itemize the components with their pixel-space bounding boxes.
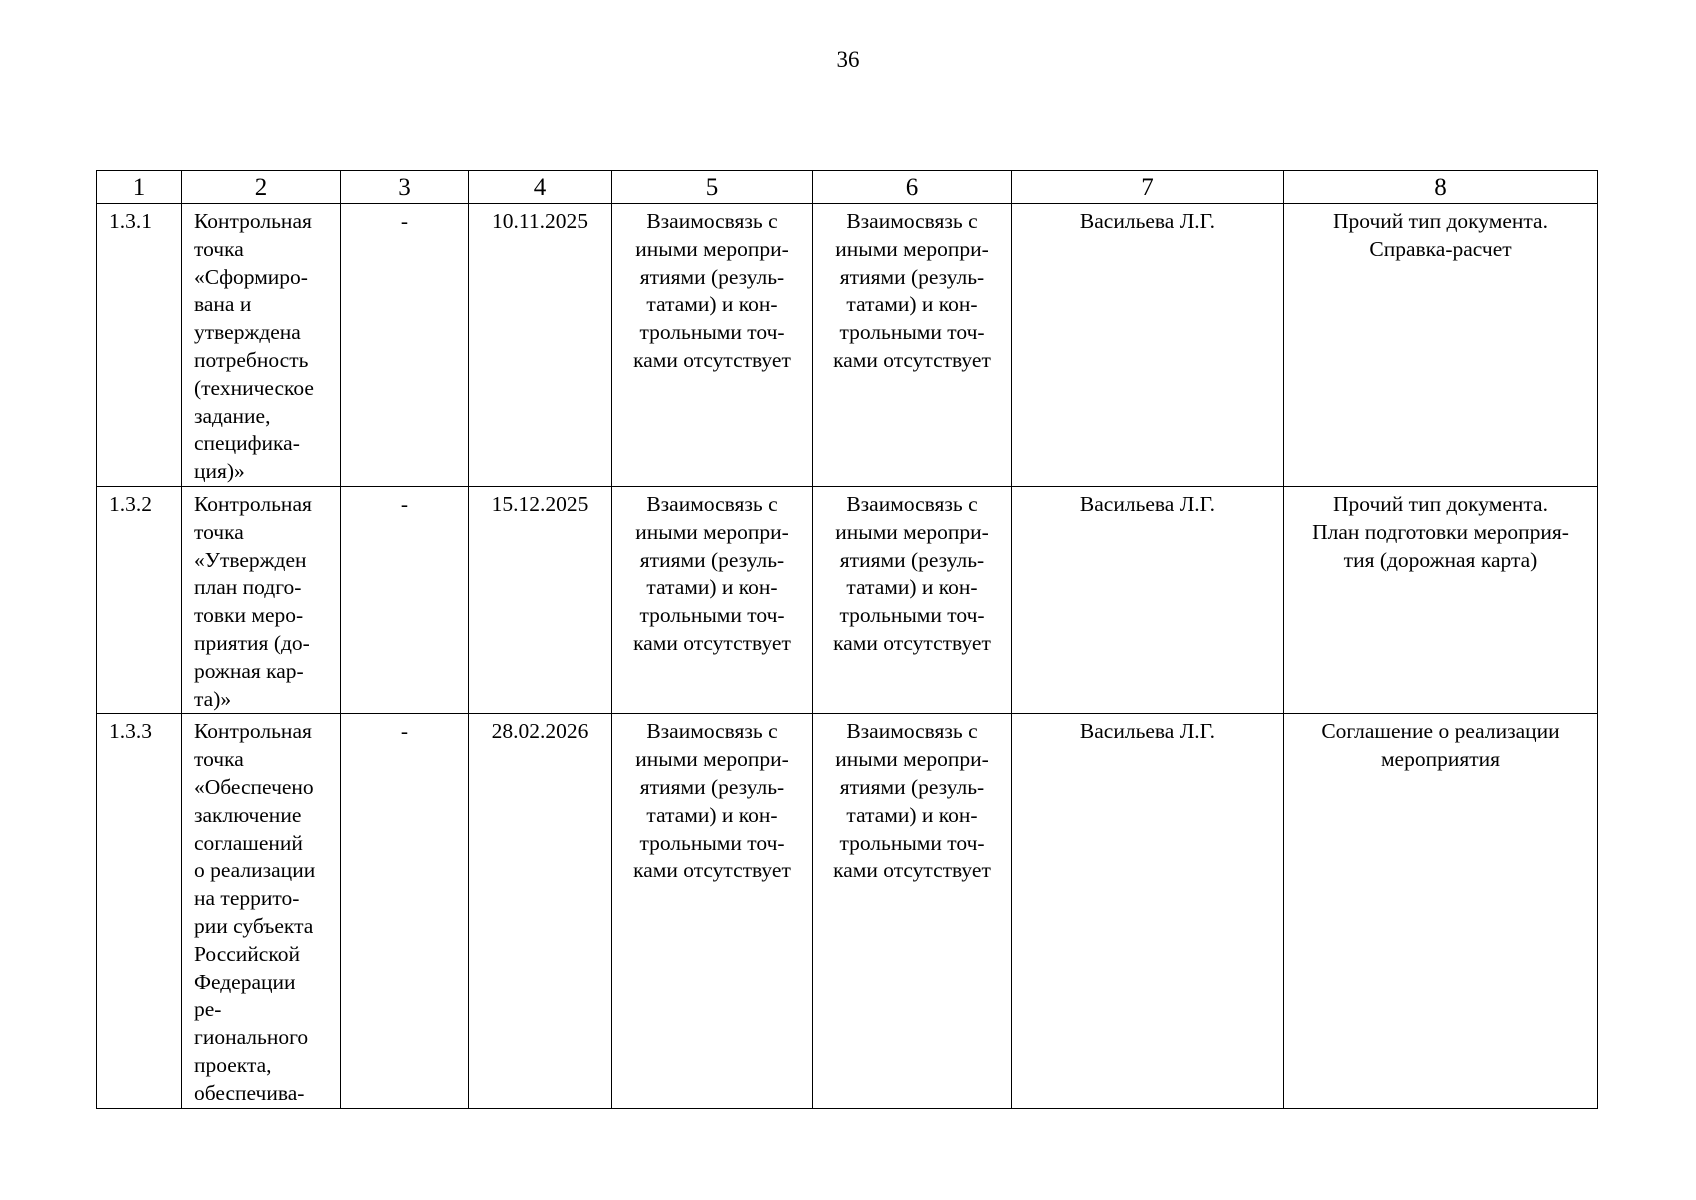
document-type: Соглашение о реализации мероприятия <box>1284 714 1598 1108</box>
column-header-8: 8 <box>1284 171 1598 204</box>
table-row <box>97 486 1598 713</box>
row-number: 1.3.3 <box>97 714 182 1108</box>
responsible-person: Васильева Л.Г. <box>1012 714 1284 1108</box>
column-6-value: Взаимосвязь с иными меропри- ятиями (резуль- татами) и кон- трольными точ- ками отсутствует <box>813 486 1012 713</box>
table-row <box>97 714 1598 1108</box>
column-header-1: 1 <box>97 171 182 204</box>
column-header-2: 2 <box>182 171 341 204</box>
due-date: 28.02.2026 <box>469 714 612 1108</box>
control-point-name: Контрольная точка «Утвержден план подго- товки меро- приятия (до- рожная кар- та)» <box>182 486 341 713</box>
column-3-value: - <box>341 486 469 713</box>
document-type: Прочий тип документа. План подготовки мероприя- тия (дорожная карта) <box>1284 486 1598 713</box>
column-6-value: Взаимосвязь с иными меропри- ятиями (резуль- татами) и кон- трольными точ- ками отсутствует <box>813 714 1012 1108</box>
due-date: 15.12.2025 <box>469 486 612 713</box>
column-5-value: Взаимосвязь с иными меропри- ятиями (резуль- татами) и кон- трольными точ- ками отсутствует <box>612 204 813 487</box>
responsible-person: Васильева Л.Г. <box>1012 204 1284 487</box>
row-number: 1.3.1 <box>97 204 182 487</box>
control-points-table <box>96 170 1598 1109</box>
column-3-value: - <box>341 714 469 1108</box>
due-date: 10.11.2025 <box>469 204 612 487</box>
column-header-5: 5 <box>612 171 813 204</box>
column-header-4: 4 <box>469 171 612 204</box>
row-number: 1.3.2 <box>97 486 182 713</box>
column-6-value: Взаимосвязь с иными меропри- ятиями (резуль- татами) и кон- трольными точ- ками отсутствует <box>813 204 1012 487</box>
header-row <box>97 171 1598 204</box>
document-type: Прочий тип документа. Справка-расчет <box>1284 204 1598 487</box>
column-header-7: 7 <box>1012 171 1284 204</box>
responsible-person: Васильева Л.Г. <box>1012 486 1284 713</box>
control-point-name: Контрольная точка «Сформиро- вана и утверждена потребность (техническое задание, специфика- ция)» <box>182 204 341 487</box>
control-point-name: Контрольная точка «Обеспечено заключение соглашений о реализации на террито- рии субъекта Российской Федерации ре- гионального проекта, обеспечива- <box>182 714 341 1108</box>
table-row <box>97 204 1598 487</box>
column-5-value: Взаимосвязь с иными меропри- ятиями (резуль- татами) и кон- трольными точ- ками отсутствует <box>612 486 813 713</box>
column-5-value: Взаимосвязь с иными меропри- ятиями (резуль- татами) и кон- трольными точ- ками отсутствует <box>612 714 813 1108</box>
column-header-3: 3 <box>341 171 469 204</box>
column-header-6: 6 <box>813 171 1012 204</box>
column-3-value: - <box>341 204 469 487</box>
page-number: 36 <box>836 47 860 72</box>
